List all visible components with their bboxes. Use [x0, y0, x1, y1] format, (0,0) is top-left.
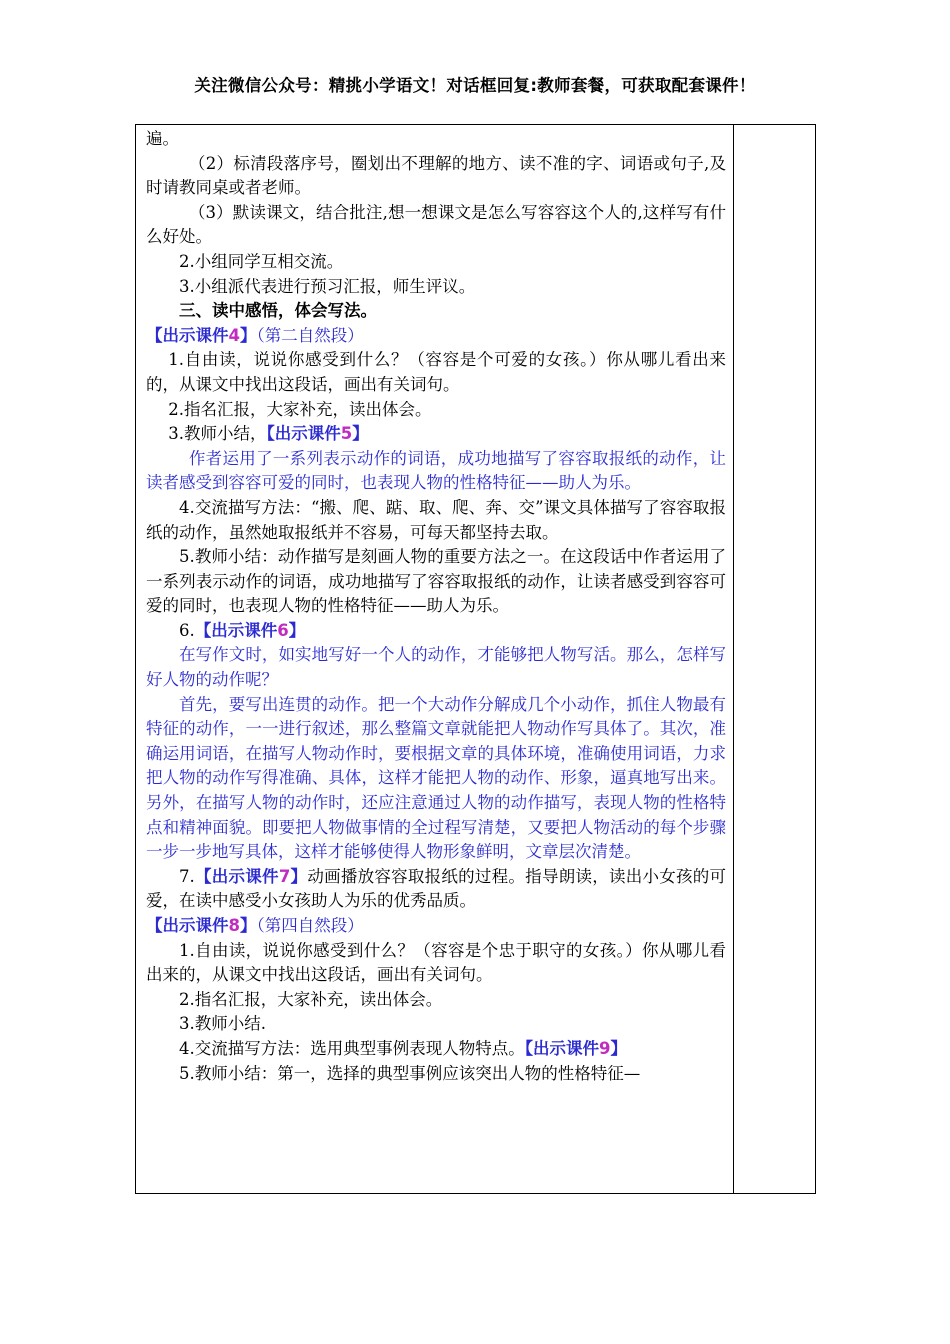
paragraph-note: （第二自然段）	[256, 325, 364, 345]
paragraph: 1.自由读，说说你感受到什么？（容容是个忠于职守的女孩。）你从哪儿看出来的，从课文中找出这段话，画出有关词句。	[146, 940, 726, 985]
courseware-number: 5	[340, 424, 353, 444]
courseware-line	[146, 324, 726, 349]
paragraph-text: 3.教师小结，	[168, 424, 267, 444]
courseware-label: 【出示课件	[146, 325, 229, 345]
paragraph: （3）默读课文，结合批注,想一想课文是怎么写容容这个人的,这样写有什么好处。	[146, 202, 726, 247]
paragraph: 首先，要写出连贯的动作。把一个大动作分解成几个小动作，抓住人物最有特征的动作，一一进行叙述，那么整篇文章就能把人物动作写具体了。其次，准确运用词语，在描写人物动作时，要根据文章的具体环境，准确使用词语，力求把人物的动作写得准确、具体，这样才能把人物的动作、形象，逼真地写出来。另外，在描写人物的动作时，还应注意通过人物的动作描写，表现人物的性格特点和精神面貌。即要把人物做事情的全过程写清楚，又要把人物活动的每个步骤一步一步地写具体，这样才能够使得人物形象鲜明，文章层次清楚。	[146, 694, 726, 862]
courseware-label: 【出示课件	[146, 916, 229, 935]
courseware-label: 】	[290, 866, 308, 886]
courseware-number: 4	[228, 325, 240, 345]
courseware-label: 【出示课件	[194, 620, 278, 640]
paragraph: 4.交流描写方法：“搬、爬、踮、取、爬、奔、交”课文具体描写了容容取报纸的动作，虽然她取报纸并不容易，可每天都坚持去取。	[146, 497, 726, 542]
page-header: 关注微信公众号：精挑小学语文！对话框回复:教师套餐，可获取配套课件！	[194, 76, 756, 95]
column-divider	[733, 125, 734, 1193]
paragraph	[146, 1037, 726, 1062]
paragraph	[146, 619, 726, 644]
courseware-label: 】	[610, 1038, 627, 1058]
paragraph: 遍。	[146, 129, 179, 148]
paragraph: 5.教师小结：第一，选择的典型事例应该突出人物的性格特征—	[179, 1063, 641, 1083]
paragraph: （2）标清段落序号，圈划出不理解的地方、读不准的字、词语或句子,及时请教同桌或者老师。	[146, 153, 726, 198]
courseware-label: 【出示课件	[524, 1038, 599, 1058]
paragraph: 2.指名汇报，大家补充，读出体会。	[179, 989, 443, 1009]
courseware-line	[146, 914, 726, 939]
courseware-label: 】	[239, 916, 257, 935]
courseware-label: 【出示课件	[266, 424, 341, 444]
lesson-table	[135, 124, 816, 1194]
courseware-number: 7	[278, 866, 291, 886]
paragraph-text: 动画播放容容取报纸的过程。指导朗读，读出小女孩的可爱，在读中感受小女孩助人为乐的优秀品质。	[146, 866, 727, 911]
paragraph-note: （第四自然段）	[256, 916, 364, 935]
courseware-label: 】	[288, 620, 306, 640]
courseware-label: 】	[352, 424, 369, 444]
paragraph	[146, 865, 726, 914]
paragraph: 5.教师小结：动作描写是刻画人物的重要方法之一。在这段话中作者运用了一系列表示动作的词语，成功地描写了容容取报纸的动作，让读者感受到容容可爱的同时，也表现人物的性格特征——助人为乐。	[146, 547, 726, 616]
courseware-number: 6	[277, 620, 289, 640]
paragraph: 在写作文时，如实地写好一个人的动作，才能够把人物写活。那么，怎样写好人物的动作呢？	[146, 645, 726, 690]
courseware-number: 8	[228, 916, 240, 935]
paragraph-text: 6.	[179, 620, 195, 640]
lesson-content	[146, 127, 726, 1086]
paragraph-text: 7.	[179, 866, 195, 886]
paragraph: 1.自由读，说说你感受到什么？（容容是个可爱的女孩。）你从哪儿看出来的，从课文中找出这段话，画出有关词句。	[146, 350, 726, 394]
section-heading: 三、读中感悟，体会写法。	[179, 301, 377, 321]
paragraph: 2.指名汇报，大家补充，读出体会。	[168, 399, 432, 419]
paragraph: 3.教师小结.	[179, 1014, 266, 1034]
courseware-number: 9	[599, 1038, 611, 1058]
courseware-label: 【出示课件	[194, 866, 279, 886]
paragraph: 3.小组派代表进行预习汇报，师生评议。	[179, 276, 476, 296]
paragraph-text: 4.交流描写方法：选用典型事例表现人物特点。	[179, 1038, 525, 1058]
courseware-label: 】	[239, 325, 257, 345]
paragraph	[146, 422, 726, 447]
paragraph: 作者运用了一系列表示动作的词语，成功地描写了容容取报纸的动作，让读者感受到容容可爱的同时，也表现人物的性格特征——助人为乐。	[146, 448, 726, 493]
paragraph: 2.小组同学互相交流。	[179, 251, 344, 271]
